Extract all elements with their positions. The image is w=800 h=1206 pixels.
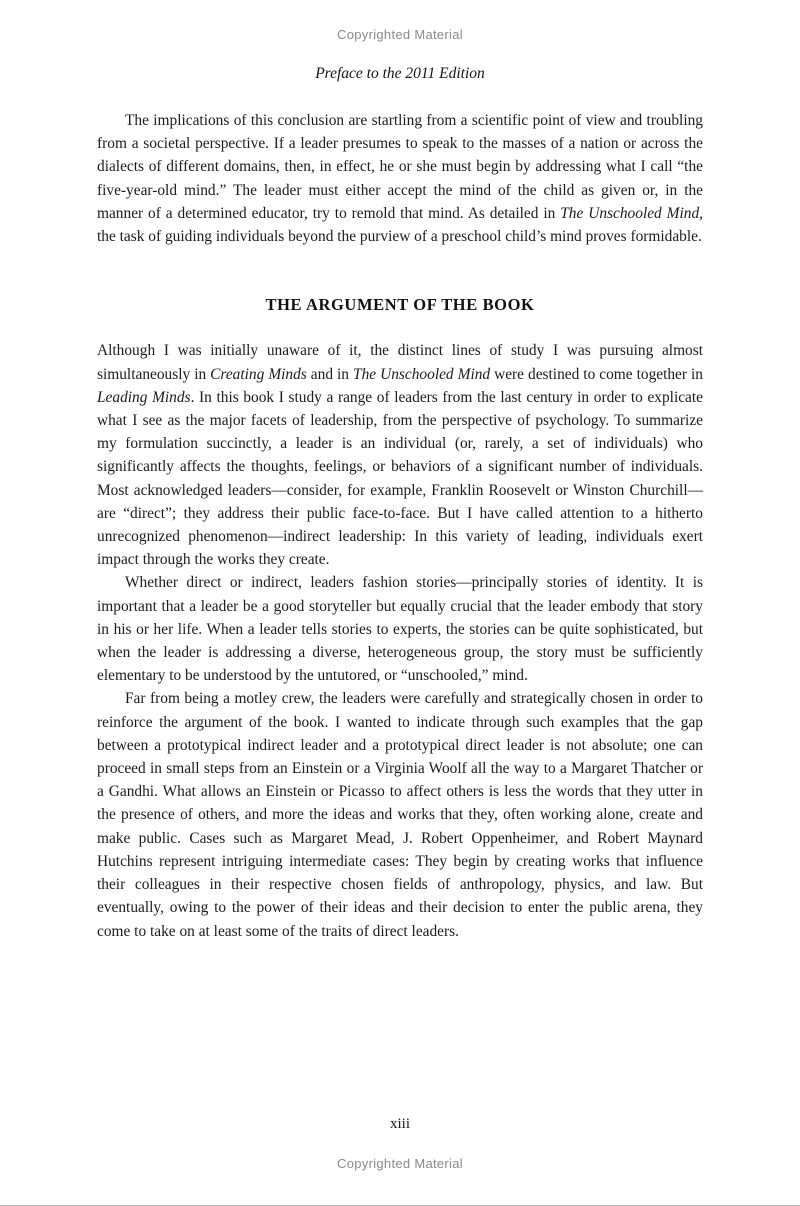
- paragraph: [97, 109, 703, 248]
- book-title-italic: The Unschooled Mind,: [560, 204, 703, 222]
- paragraph-text: Far from being a motley crew, the leaders were carefully and strategically chosen in order to reinforce the argument of the book. I wanted to indicate through such examples that the gap between a prototypical indirect leader and a prototypical direct leader is not absolute; one can proceed in small steps from an Einstein or a Virginia Woolf all the way to a Margaret Thatcher or a Gandhi. What allows an Einstein or Picasso to affect others is less the words that they utter in the presence of others, and more the ideas and works that they, often working alone, create and make public. Cases such as Margaret Mead, J. Robert Oppenheimer, and Robert Maynard Hutchins represent intriguing intermediate cases: They begin by creating works that influence their colleagues in their respective chosen fields of anthropology, physics, and law. But eventually, owing to the power of their ideas and their decision to enter the public arena, they come to take on at least some of the traits of direct leaders.: [97, 690, 703, 940]
- book-title-italic: The Unschooled Mind: [353, 365, 491, 383]
- book-title-italic: Creating Minds: [210, 365, 307, 383]
- top-copyright-notice: Copyrighted Material: [337, 27, 463, 42]
- page-number: xiii: [389, 1116, 410, 1132]
- paragraph-text: Whether direct or indirect, leaders fashion stories—principally stories of identity. It is important that a leader be a good storyteller but equally crucial that the leader embody that story in his or her life. When a leader tells stories to experts, the stories can be quite sophisticated, but when the leader is addressing a diverse, heterogeneous group, the story must be sufficiently elementary to be understood by the untutored, or “unschooled,” mind.: [97, 574, 703, 685]
- paragraph-text: . In this book I study a range of leaders from the last century in order to explicate what I see as the major facets of leadership, from the perspective of psychology. To summarize my formulation succinctly, a leader is an individual (or, rarely, a set of individuals) who significantly affects the thoughts, feelings, or behaviors of a significant number of individuals. Most acknowledged leaders—consider, for example, Franklin Roosevelt or Winston Churchill—are “direct”; they address their public face-to-face. But I have called attention to a hitherto unrecognized phenomenon—indirect leadership: In this variety of leading, individuals exert impact through the works they create.: [97, 388, 703, 569]
- paragraph: [97, 687, 703, 942]
- bottom-copyright-notice: Copyrighted Material: [337, 1156, 463, 1171]
- paragraph-text: The implications of this conclusion are startling from a scientific point of view and troubling from a societal perspective. If a leader presumes to speak to the masses of a nation or across the dialects of different domains, then, in effect, he or she must begin by addressing what I call “the five-year-old mind.” The leader must either accept the mind of the child as given or, in the manner of a determined educator, try to remold that mind. As detailed in: [97, 112, 703, 222]
- paragraph-text: the task of guiding individuals beyond the purview of a preschool child’s mind proves formidable.: [97, 228, 702, 246]
- book-title-italic: Leading Minds: [97, 388, 191, 406]
- section-heading: THE ARGUMENT OF THE BOOK: [265, 295, 535, 315]
- paragraph: [97, 339, 703, 571]
- paragraph-text: were destined to come together in: [490, 365, 703, 383]
- page-body: [97, 109, 703, 943]
- running-head: Preface to the 2011 Edition: [315, 65, 485, 82]
- paragraph: [97, 571, 703, 687]
- paragraph-text: Although I was initially unaware of it, the distinct lines of study I was pursuing almost simultaneously in: [97, 342, 703, 383]
- paragraph-text: and in: [306, 365, 354, 383]
